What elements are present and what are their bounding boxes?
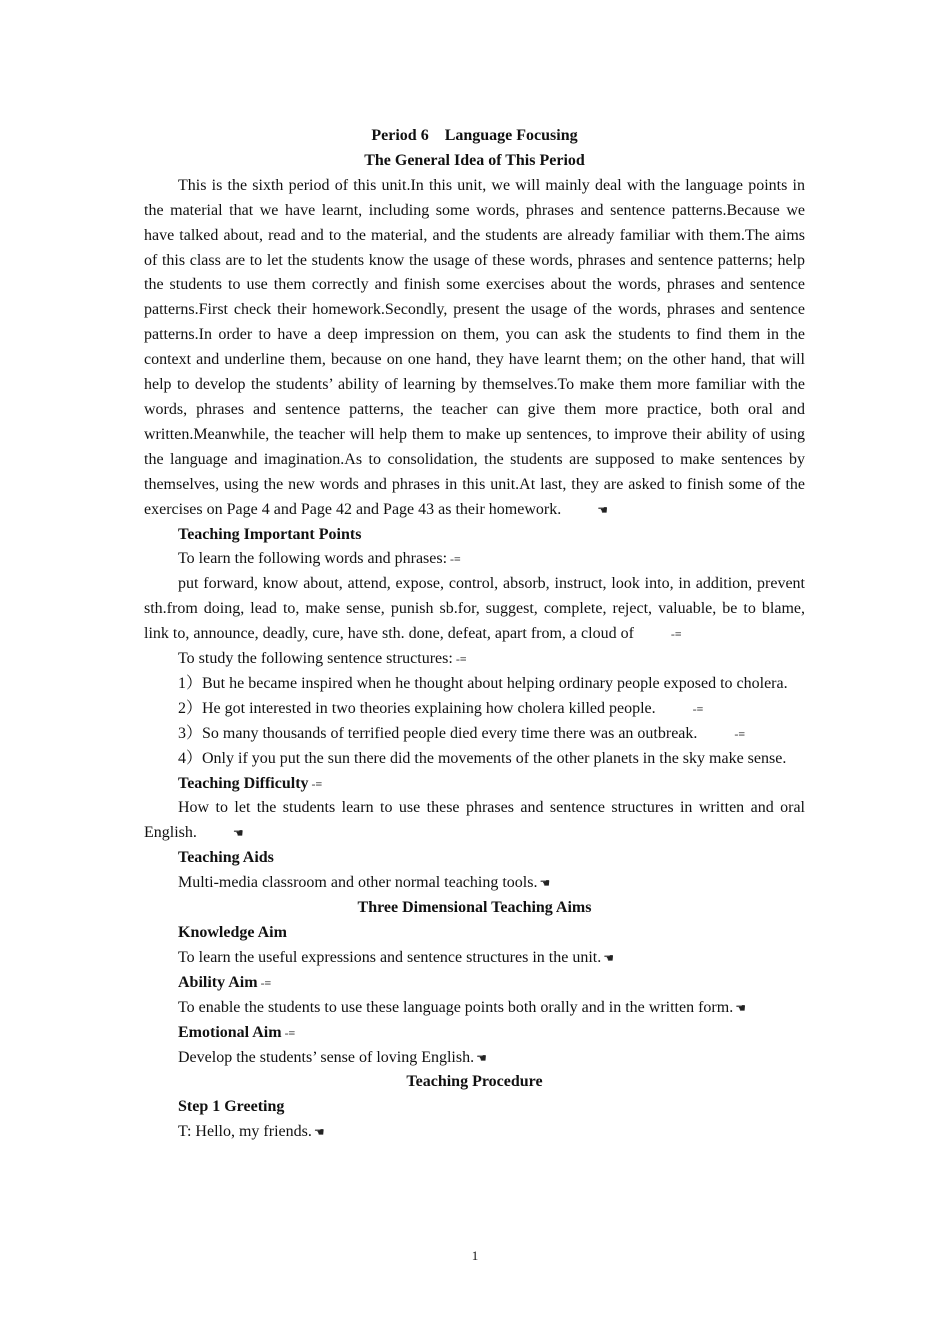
difficulty-paragraph bbox=[144, 796, 805, 846]
general-idea-paragraph bbox=[144, 174, 805, 523]
page-number: 1 bbox=[471, 1248, 479, 1263]
sentence-text: 1）But he became inspired when he thought about helping ordinary people exposed to cholera. bbox=[178, 674, 788, 692]
list-bullet-icon: -≡ bbox=[670, 627, 682, 642]
sentence-text: 2）He got interested in two theories explaining how cholera killed people. bbox=[178, 699, 656, 717]
document-page bbox=[144, 124, 805, 1145]
words-intro-line bbox=[144, 547, 805, 572]
words-list-paragraph bbox=[144, 572, 805, 647]
general-idea-text: This is the sixth period of this unit.In this unit, we will mainly deal with the language points in the material that we have learnt, including some words, phrases and sentence patterns.Because we have talked about, read and to the material, and the students are already familiar with them.The aims of this class are to let the students know the usage of these words, phrases and sentence patterns; help the students to use them correctly and finish some exercises about the words, phrases and sentence patterns.First check their homework.Secondly, present the usage of the words, phrases and sentence patterns.In order to have a deep impression on them, you can ask the students to find them in the context and underline them, because on one hand, they have learnt them; on the other hand, that will help to develop the students’ ability of learning by themselves.To make them more familiar with the words, phrases and sentence patterns, the teacher can give them more practice, both oral and written.Meanwhile, the teacher will help them to make up sentences, to improve their ability of using the language and imagination.As to consolidation, the students are supposed to make sentences by themselves, using the new words and phrases in this unit.At last, they are asked to finish some of the exercises on Page 4 and Page 42 and Page 43 as their homework. bbox=[144, 176, 805, 518]
emotional-heading: Emotional Aim bbox=[178, 1023, 282, 1041]
words-list-text: put forward, know about, attend, expose, control, absorb, instruct, look into, in addition, prevent sth.from doing, lead to, make sense, punish sb.for, suggest, complete, reject, valuable, be to blame, link to, announce, deadly, cure, have sth. done, defeat, apart from, a cloud of bbox=[144, 575, 805, 643]
structures-intro-text: To study the following sentence structures: bbox=[178, 650, 453, 668]
hand-pointer-icon: ☚ bbox=[603, 950, 614, 965]
emotional-text: Develop the students’ sense of loving English. bbox=[178, 1048, 475, 1066]
emotional-heading-line bbox=[144, 1021, 805, 1046]
ability-heading-line bbox=[144, 971, 805, 996]
hand-pointer-icon: ☚ bbox=[232, 826, 244, 841]
sentence-item bbox=[144, 672, 805, 697]
hand-pointer-icon: ☚ bbox=[313, 1125, 325, 1140]
list-bullet-icon: -≡ bbox=[692, 701, 704, 716]
procedure-heading: Teaching Procedure bbox=[406, 1073, 543, 1091]
section-general-heading: The General Idea of This Period bbox=[364, 151, 585, 169]
knowledge-line bbox=[144, 946, 805, 971]
difficulty-heading-line bbox=[144, 772, 805, 797]
difficulty-text: How to let the students learn to use these phrases and sentence structures in written and oral English. bbox=[144, 799, 805, 842]
aids-heading: Teaching Aids bbox=[178, 849, 274, 867]
difficulty-heading: Teaching Difficulty bbox=[178, 774, 309, 792]
ability-line bbox=[144, 996, 805, 1021]
list-bullet-icon: -≡ bbox=[734, 726, 746, 741]
hand-pointer-icon: ☚ bbox=[476, 1050, 487, 1065]
sentence-text: 4）Only if you put the sun there did the movements of the other planets in the sky make sense. bbox=[178, 749, 787, 767]
step1-line bbox=[144, 1120, 805, 1145]
list-bullet-icon: -≡ bbox=[455, 652, 467, 667]
sentence-item bbox=[144, 697, 805, 722]
knowledge-heading: Knowledge Aim bbox=[178, 924, 287, 941]
ability-text: To enable the students to use these language points both orally and in the written form. bbox=[178, 998, 734, 1016]
step1-text: T: Hello, my friends. bbox=[178, 1123, 312, 1141]
hand-pointer-icon: ☚ bbox=[735, 1000, 746, 1015]
important-points-heading: Teaching Important Points bbox=[178, 525, 362, 543]
hand-pointer-icon: ☚ bbox=[539, 876, 551, 891]
knowledge-text: To learn the useful expressions and sentence structures in the unit. bbox=[178, 948, 602, 966]
list-bullet-icon: -≡ bbox=[311, 776, 323, 791]
sentence-text: 3）So many thousands of terrified people died every time there was an outbreak. bbox=[178, 724, 698, 742]
step1-heading: Step 1 Greeting bbox=[178, 1098, 285, 1116]
list-bullet-icon: -≡ bbox=[284, 1025, 296, 1040]
list-bullet-icon: -≡ bbox=[450, 552, 461, 567]
aids-line bbox=[144, 871, 805, 896]
sentence-item bbox=[144, 722, 805, 747]
document-title: Period 6 Language Focusing bbox=[371, 127, 578, 144]
sentence-item bbox=[144, 747, 805, 772]
aids-text: Multi-media classroom and other normal teaching tools. bbox=[178, 874, 538, 892]
words-intro-text: To learn the following words and phrases: bbox=[178, 550, 448, 568]
list-bullet-icon: -≡ bbox=[260, 975, 272, 990]
structures-intro-line bbox=[144, 647, 805, 672]
emotional-line bbox=[144, 1046, 805, 1071]
ability-heading: Ability Aim bbox=[178, 973, 258, 991]
aims-heading: Three Dimensional Teaching Aims bbox=[357, 899, 592, 917]
hand-pointer-icon: ☚ bbox=[597, 502, 608, 517]
